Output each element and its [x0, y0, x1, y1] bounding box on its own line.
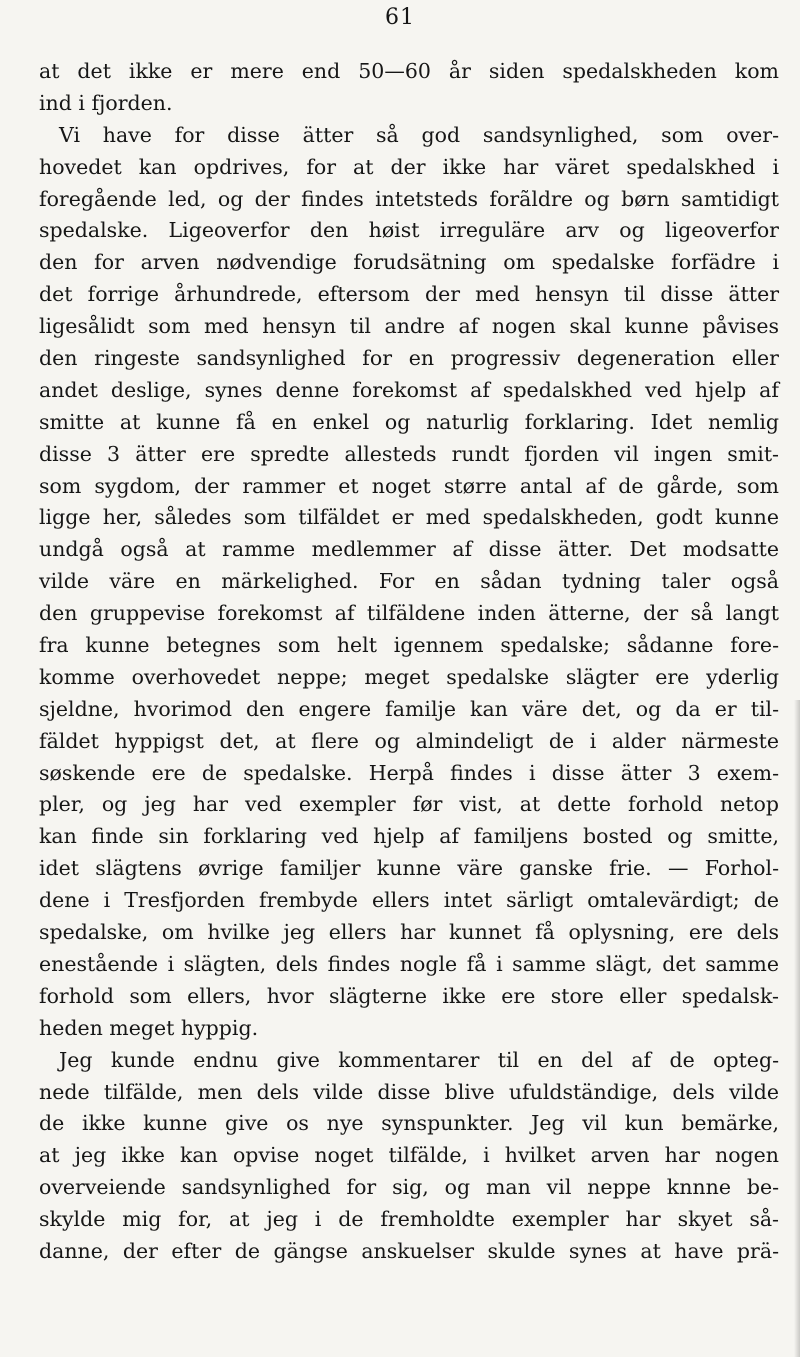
body-text: [39, 56, 779, 1268]
text-line: idet slägtens øvrige familjer kunne väre ganske frie. — Forhol-: [39, 856, 779, 881]
text-line: Jeg kunde endnu give kommentarer til en del af de opteg-: [59, 1047, 779, 1072]
text-line: som sygdom, der rammer et noget større antal af de gårde, som: [39, 473, 779, 498]
text-line: enestående i slägten, dels findes nogle få i samme slägt, det samme: [39, 951, 779, 976]
text-line: andet deslige, synes denne forekomst af spedalskhed ved hjelp af: [39, 377, 779, 402]
text-line: danne, der efter de gängse anskuelser skulde synes at have prä-: [39, 1238, 779, 1263]
text-line: hovedet kan opdrives, for at der ikke har väret spedalskhed i: [39, 154, 779, 179]
text-line: forhold som ellers, hvor slägterne ikke ere store eller spedalsk-: [39, 983, 779, 1008]
text-line: smitte at kunne få en enkel og naturlig forklaring. Idet nemlig: [39, 409, 779, 434]
text-line: det forrige århundrede, eftersom der med hensyn til disse ätter: [39, 282, 779, 307]
text-line: nede tilfälde, men dels vilde disse blive ufuldständige, dels vilde: [39, 1079, 779, 1104]
text-line: heden meget hyppig.: [39, 1015, 259, 1040]
text-line: spedalske, om hvilke jeg ellers har kunnet få oplysning, ere dels: [39, 920, 779, 945]
text-line: at det ikke er mere end 50—60 år siden spedalskheden kom: [39, 59, 779, 83]
text-line: fäldet hyppigst det, at flere og almindeligt de i alder närmeste: [39, 728, 779, 753]
text-line: ligge her, således som tilfäldet er med spedalskheden, godt kunne: [39, 505, 779, 530]
text-line: de ikke kunne give os nye synspunkter. Jeg vil kun bemärke,: [39, 1111, 779, 1136]
text-line: komme overhovedet neppe; meget spedalske slägter ere yderlig: [39, 664, 779, 689]
text-line: spedalske. Ligeoverfor den høist irreguläre arv og ligeoverfor: [39, 218, 779, 243]
text-line: den for arven nødvendige forudsätning om spedalske forfädre i: [39, 250, 779, 275]
text-line: søskende ere de spedalske. Herpå findes i disse ätter 3 exem-: [39, 760, 779, 785]
text-line: overveiende sandsynlighed for sig, og man vil neppe knnne be-: [39, 1175, 779, 1200]
text-line: kan finde sin forklaring ved hjelp af familjens bosted og smitte,: [39, 824, 779, 849]
text-line: den ringeste sandsynlighed for en progressiv degeneration eller: [39, 346, 779, 371]
text-line: dene i Tresfjorden frembyde ellers intet särligt omtalevärdigt; de: [39, 888, 779, 913]
text-line: Vi have for disse ätter så god sandsynlighed, som over-: [59, 122, 779, 147]
text-line: sjeldne, hvorimod den engere familje kan väre det, og da er til-: [39, 696, 779, 721]
text-line: foregående led, og der findes intetsteds forãldre og børn samtidigt: [39, 186, 779, 211]
page-number: 61: [385, 5, 415, 30]
text-line: undgå også at ramme medlemmer af disse ätter. Det modsatte: [39, 537, 779, 562]
text-line: skylde mig for, at jeg i de fremholdte exempler har skyet så-: [39, 1207, 779, 1232]
text-line: vilde väre en märkelighed. For en sådan tydning taler også: [39, 569, 779, 594]
text-line: disse 3 ätter ere spredte allesteds rundt fjorden vil ingen smit-: [39, 441, 779, 466]
text-line: at jeg ikke kan opvise noget tilfälde, i hvilket arven har nogen: [39, 1143, 779, 1168]
text-line: pler, og jeg har ved exempler før vist, at dette forhold netop: [39, 792, 779, 817]
text-line: fra kunne betegnes som helt igennem spedalske; sådanne fore-: [39, 633, 779, 658]
text-line: den gruppevise forekomst af tilfäldene inden ätterne, der så langt: [39, 601, 779, 626]
page-edge-shadow: [794, 700, 800, 1357]
text-line: ind i fjorden.: [39, 90, 173, 115]
text-line: ligesålidt som med hensyn til andre af nogen skal kunne påvises: [39, 314, 779, 339]
